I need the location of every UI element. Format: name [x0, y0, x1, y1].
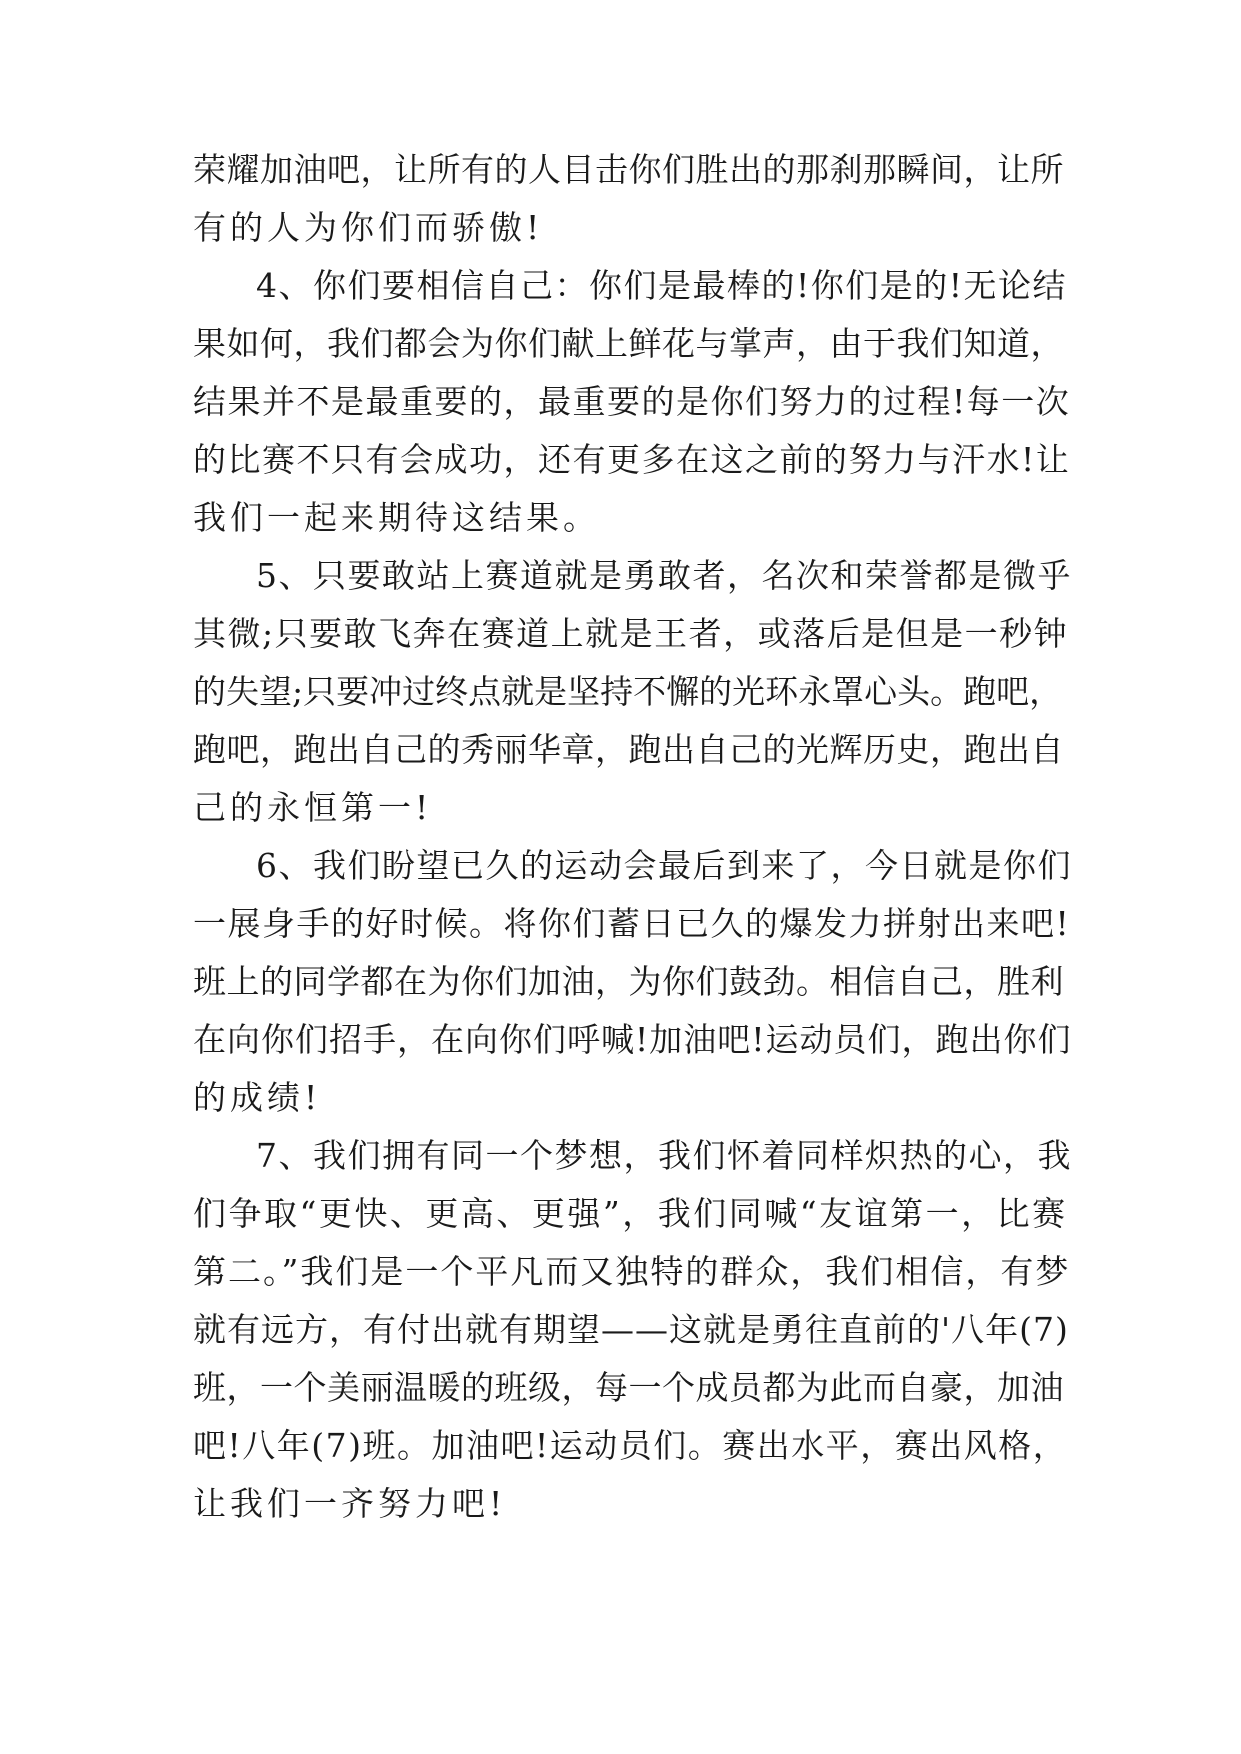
paragraph-7-line: 7、我们拥有同一个梦想，我们怀着同样炽热的心，我 — [256, 1136, 1072, 1175]
text-line: 第二。”我们是一个平凡而又独特的群众，我们相信，有梦 — [193, 1252, 1071, 1291]
text-line: 让我们一齐努力吧! — [193, 1484, 507, 1523]
text-line: 其微;只要敢飞奔在赛道上就是王者，或落后是但是一秒钟 — [193, 614, 1069, 653]
text-line: 班上的同学都在为你们加油，为你们鼓劲。相信自己，胜利 — [193, 962, 1064, 1001]
text-line: 在向你们招手，在向你们呼喊!加油吧!运动员们，跑出你们 — [193, 1020, 1072, 1059]
text-line: 荣耀加油吧，让所有的人目击你们胜出的那刹那瞬间，让所 — [193, 150, 1064, 189]
text-line: 就有远方，有付出就有期望——这就是勇往直前的'八年(7) — [193, 1310, 1069, 1349]
paragraph-5-line: 5、只要敢站上赛道就是勇敢者，名次和荣誉都是微乎 — [256, 556, 1072, 595]
text-line: 跑吧，跑出自己的秀丽华章，跑出自己的光辉历史，跑出自 — [193, 730, 1064, 769]
text-line: 的成绩! — [193, 1078, 322, 1117]
text-line: 果如何，我们都会为你们献上鲜花与掌声，由于我们知道， — [193, 324, 1064, 363]
text-line: 们争取“更快、更高、更强”，我们同喊“友谊第一，比赛 — [193, 1194, 1068, 1233]
text-line: 结果并不是最重要的，最重要的是你们努力的过程!每一次 — [193, 382, 1071, 421]
text-line: 吧!八年(7)班。加油吧!运动员们。赛出水平，赛出风格， — [193, 1426, 1068, 1465]
paragraph-4-line: 4、你们要相信自己：你们是最棒的!你们是的!无论结 — [256, 266, 1068, 305]
text-line: 班，一个美丽温暖的班级，每一个成员都为此而自豪，加油 — [193, 1368, 1064, 1407]
text-line: 己的永恒第一! — [193, 788, 433, 827]
text-line: 的比赛不只有会成功，还有更多在这之前的努力与汗水!让 — [193, 440, 1071, 479]
text-line: 有的人为你们而骄傲! — [193, 208, 544, 247]
text-line: 一展身手的好时候。将你们蓄日已久的爆发力拼射出来吧! — [193, 904, 1071, 943]
text-line: 的失望;只要冲过终点就是坚持不懈的光环永罩心头。跑吧， — [193, 672, 1063, 711]
text-line: 我们一起来期待这结果。 — [193, 498, 600, 537]
paragraph-6-line: 6、我们盼望已久的运动会最后到来了，今日就是你们 — [256, 846, 1072, 885]
